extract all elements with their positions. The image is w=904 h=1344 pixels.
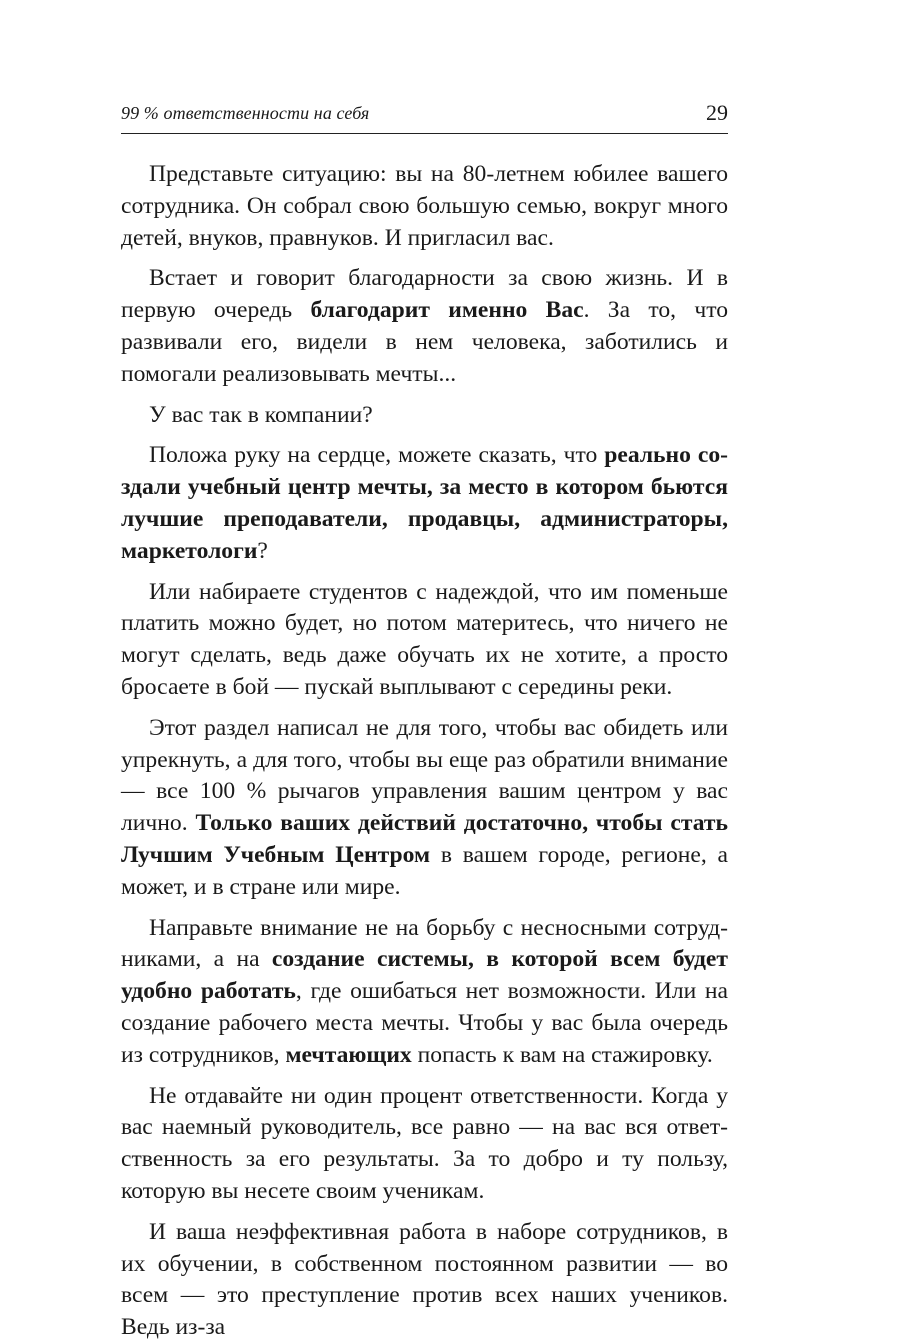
text-run: У вас так в компании? [149,401,373,428]
running-title: 99 % ответственности на себя [121,103,370,123]
text-run: Встает и говорит благодарности за свою жизнь. И в первую очередь [121,265,728,324]
paragraph [121,577,728,704]
paragraph [121,263,728,390]
paragraph [121,159,728,254]
text-run: Не отдавайте ни один процент ответственности. Когда у вас наемный руководитель, все равно — на вас вся ответственность за его результаты. За то добро и ту пользу, которую вы несете своим ученикам. [121,1082,728,1204]
text-run: Положа руку на сердце, можете сказать, что [149,442,605,469]
bold-text-run: мечтающих [285,1041,412,1068]
page-number: 29 [706,100,728,125]
text-run: Или набираете студентов с надеждой, что им поменьше платить можно будет, но потом материтесь, что ничего не могут сделать, ведь даже обучать их не хотите, а просто бросаете в бой — пускай выплывают с середины реки. [121,578,728,700]
text-run: Представьте ситуацию: вы на 80-летнем юбилее вашего сотрудника. Он собрал свою большую семью, вокруг много детей, внуков, правнуков. И пригласил вас. [121,161,728,251]
text-run: , где ошибаться нет возможности. Или на создание рабочего места мечты. Чтобы у вас была очередь из сотрудников, [121,978,728,1068]
paragraph [121,1217,728,1344]
paragraph [121,713,728,904]
text-run: Направьте внимание не на борьбу с несносными сотрудниками, а на [121,914,728,973]
text-run: в вашем городе, регионе, а может, и в стране или мире. [121,841,728,900]
running-header [121,100,728,134]
bold-text-run: реально создали учебный центр мечты, за место в котором бьются лучшие преподаватели, продавцы, администраторы, маркетологи [121,442,729,564]
text-run: Этот раздел написал не для того, чтобы вас обидеть или упрекнуть, а для того, чтобы вы еще раз обратили внимание — все 100 % рычагов управления вашим центром у вас лично. [121,714,728,837]
bold-text-run: благодарит именно Вас [310,297,584,324]
text-run: ? [257,537,268,564]
paragraph [121,440,728,567]
bold-text-run: создание системы, в которой всем будет удобно работать [121,946,728,1005]
text-run: попасть к вам на стажировку. [411,1041,713,1068]
paragraph [121,400,728,432]
text-run: . За то, что развивали его, видели в нем человека, заботились и помогали реализовывать мечты... [121,297,728,387]
paragraph [121,913,728,1072]
paragraph [121,1081,728,1208]
bold-text-run: Только ваших действий достаточно, чтобы стать Лучшим Учебным Центром [121,810,728,868]
text-run: И ваша неэффективная работа в наборе сотрудников, в их обучении, в собственном постоянном развитии — во всем — это преступление против всех наших учеников. Ведь из-за [121,1218,728,1341]
body-text [121,159,728,1344]
